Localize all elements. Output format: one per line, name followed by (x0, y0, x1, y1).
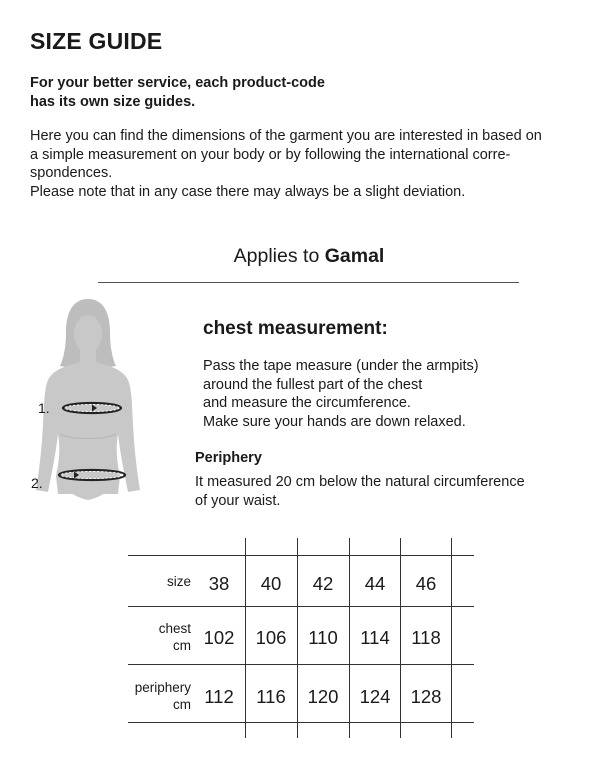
row-label (128, 620, 191, 654)
product-name: Gamal (324, 245, 385, 267)
periphery-description (195, 473, 555, 510)
chest-marker: 1. (38, 400, 50, 416)
table-cell: 128 (410, 686, 442, 707)
row-label (128, 679, 191, 713)
chest-line: and measure the circumference. (203, 395, 411, 411)
female-silhouette-icon (28, 296, 148, 516)
table-row-divider (128, 664, 474, 665)
row-label-line: size (166, 574, 191, 589)
periphery-marker: 2. (31, 475, 43, 491)
chest-line: around the fullest part of the chest (203, 376, 423, 393)
lead-line: has its own size guides. (30, 94, 196, 110)
table-cell: 112 (204, 686, 234, 707)
table-row-divider (128, 722, 474, 723)
table-cell: 46 (415, 573, 437, 594)
table-cell: 118 (411, 627, 441, 648)
table-cell: 124 (359, 686, 391, 707)
row-label-line: periphery (134, 680, 191, 695)
chest-description (203, 357, 533, 431)
table-cell: 110 (308, 627, 338, 648)
page-title: SIZE GUIDE (30, 28, 163, 54)
intro-text (30, 127, 575, 201)
table-cell: 44 (364, 573, 386, 594)
table-cell: 42 (312, 573, 334, 594)
periphery-title: Periphery (195, 450, 262, 466)
intro-line: spondences. (30, 165, 113, 181)
row-label-line: chest (158, 621, 191, 636)
chest-title: chest measurement: (203, 318, 388, 339)
divider (98, 282, 519, 283)
lead-line: For your better service, each product-code (30, 75, 325, 91)
table-cell: 102 (203, 627, 235, 648)
table-cell: 114 (360, 627, 390, 648)
table-cell: 106 (255, 627, 287, 648)
row-label (128, 573, 191, 590)
periphery-line: of your waist. (195, 492, 281, 509)
table-cell: 116 (256, 686, 286, 707)
table-cell: 40 (260, 573, 282, 594)
chest-line: Pass the tape measure (under the armpits) (203, 358, 479, 374)
table-cell: 38 (208, 573, 230, 594)
chest-line: Make sure your hands are down relaxed. (203, 413, 466, 430)
intro-line: a simple measurement on your body or by following the international corre- (30, 146, 511, 163)
periphery-line: It measured 20 cm below the natural circumference (195, 474, 525, 490)
size-table (128, 538, 474, 738)
table-cell: 120 (307, 686, 339, 707)
row-label-unit: cm (173, 638, 191, 653)
applies-heading (0, 245, 600, 268)
intro-line: Here you can find the dimensions of the garment you are interested in based on (30, 128, 542, 144)
applies-prefix: Applies to (233, 245, 320, 267)
table-row-divider (128, 606, 474, 607)
intro-line: Please note that in any case there may always be a slight deviation. (30, 183, 466, 200)
row-label-unit: cm (173, 697, 191, 712)
table-row-divider (128, 555, 474, 556)
lead-text (30, 74, 360, 112)
